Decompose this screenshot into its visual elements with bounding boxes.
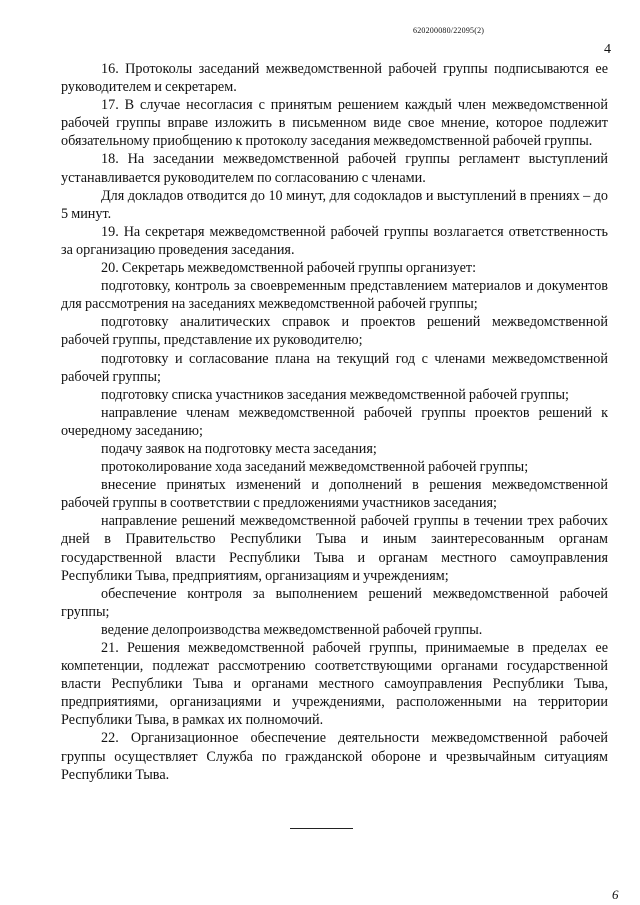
paragraph-20: 20. Секретарь межведомственной рабочей группы организует: (101, 260, 477, 277)
list-item: обеспечение контроля за выполнением решений межведомственной рабочей группы; (61, 585, 608, 620)
list-item: подачу заявок на подготовку места заседания; (101, 440, 377, 457)
paragraph-18-timing: Для докладов отводится до 10 минут, для содокладов и выступлений в прениях – до 5 минут. (61, 187, 608, 222)
list-item: подготовку аналитических справок и проектов решений межведомственной рабочей группы, представление их руководителю; (61, 314, 608, 349)
page-number: 4 (604, 42, 611, 57)
paragraph-19: 19. На секретаря межведомственной рабочей группы возлагается ответственность за организацию проведения заседания. (61, 223, 608, 258)
list-item: внесение принятых изменений и дополнений в решения межведомственной рабочей группы в соответствии с предложениями участников заседания; (61, 477, 608, 512)
paragraph-21: 21. Решения межведомственной рабочей группы, принимаемые в пределах ее компетенции, подлежат рассмотрению соответствующими органами государственной власти Республики Тыва и органами местного самоуправления Республики Тыва, предприятиями, организациями и учреждениями, расположенными на территории Республики Тыва, в рамках их полномочий. (61, 640, 608, 729)
list-item: направление членам межведомственной рабочей группы проектов решений к очередному заседанию; (61, 404, 608, 439)
list-item: подготовку и согласование плана на текущий год с членами межведомственной рабочей группы; (61, 350, 608, 385)
paragraph-18: 18. На заседании межведомственной рабочей группы регламент выступлений устанавливается руководителем по согласованию с членами. (61, 151, 608, 186)
list-item: ведение делопроизводства межведомственной рабочей группы. (101, 621, 483, 638)
end-separator-line (290, 828, 353, 829)
paragraph-17: 17. В случае несогласия с принятым решением каждый член межведомственной рабочей группы вправе изложить в письменном виде свое мнение, которое подлежит обязательному приобщению к протоколу заседания межведомственной рабочей группы. (61, 97, 608, 150)
corner-page-mark: 6 (612, 887, 619, 902)
paragraph-22: 22. Организационное обеспечение деятельности межведомственной рабочей группы осуществляет Служба по гражданской обороне и чрезвычайным ситуациям Республики Тыва. (61, 730, 608, 783)
document-id: 620200080/22095(2) (413, 26, 485, 35)
list-item: подготовку, контроль за своевременным представлением материалов и документов для рассмотрения на заседаниях межведомственной рабочей группы; (61, 278, 608, 313)
paragraph-16: 16. Протоколы заседаний межведомственной рабочей группы подписываются ее руководителем и секретарем. (61, 61, 608, 96)
list-item: подготовку списка участников заседания межведомственной рабочей группы; (101, 386, 569, 403)
list-item: протоколирование хода заседаний межведомственной рабочей группы; (101, 459, 529, 476)
document-body (61, 60, 608, 784)
list-item: направление решений межведомственной рабочей группы в течении трех рабочих дней в Правительство Республики Тыва и иным заинтересованным органам государственной власти Республики Тыва и органам местного самоуправления Республики Тыва, предприятиям, организациям и учреждениям; (61, 513, 608, 584)
